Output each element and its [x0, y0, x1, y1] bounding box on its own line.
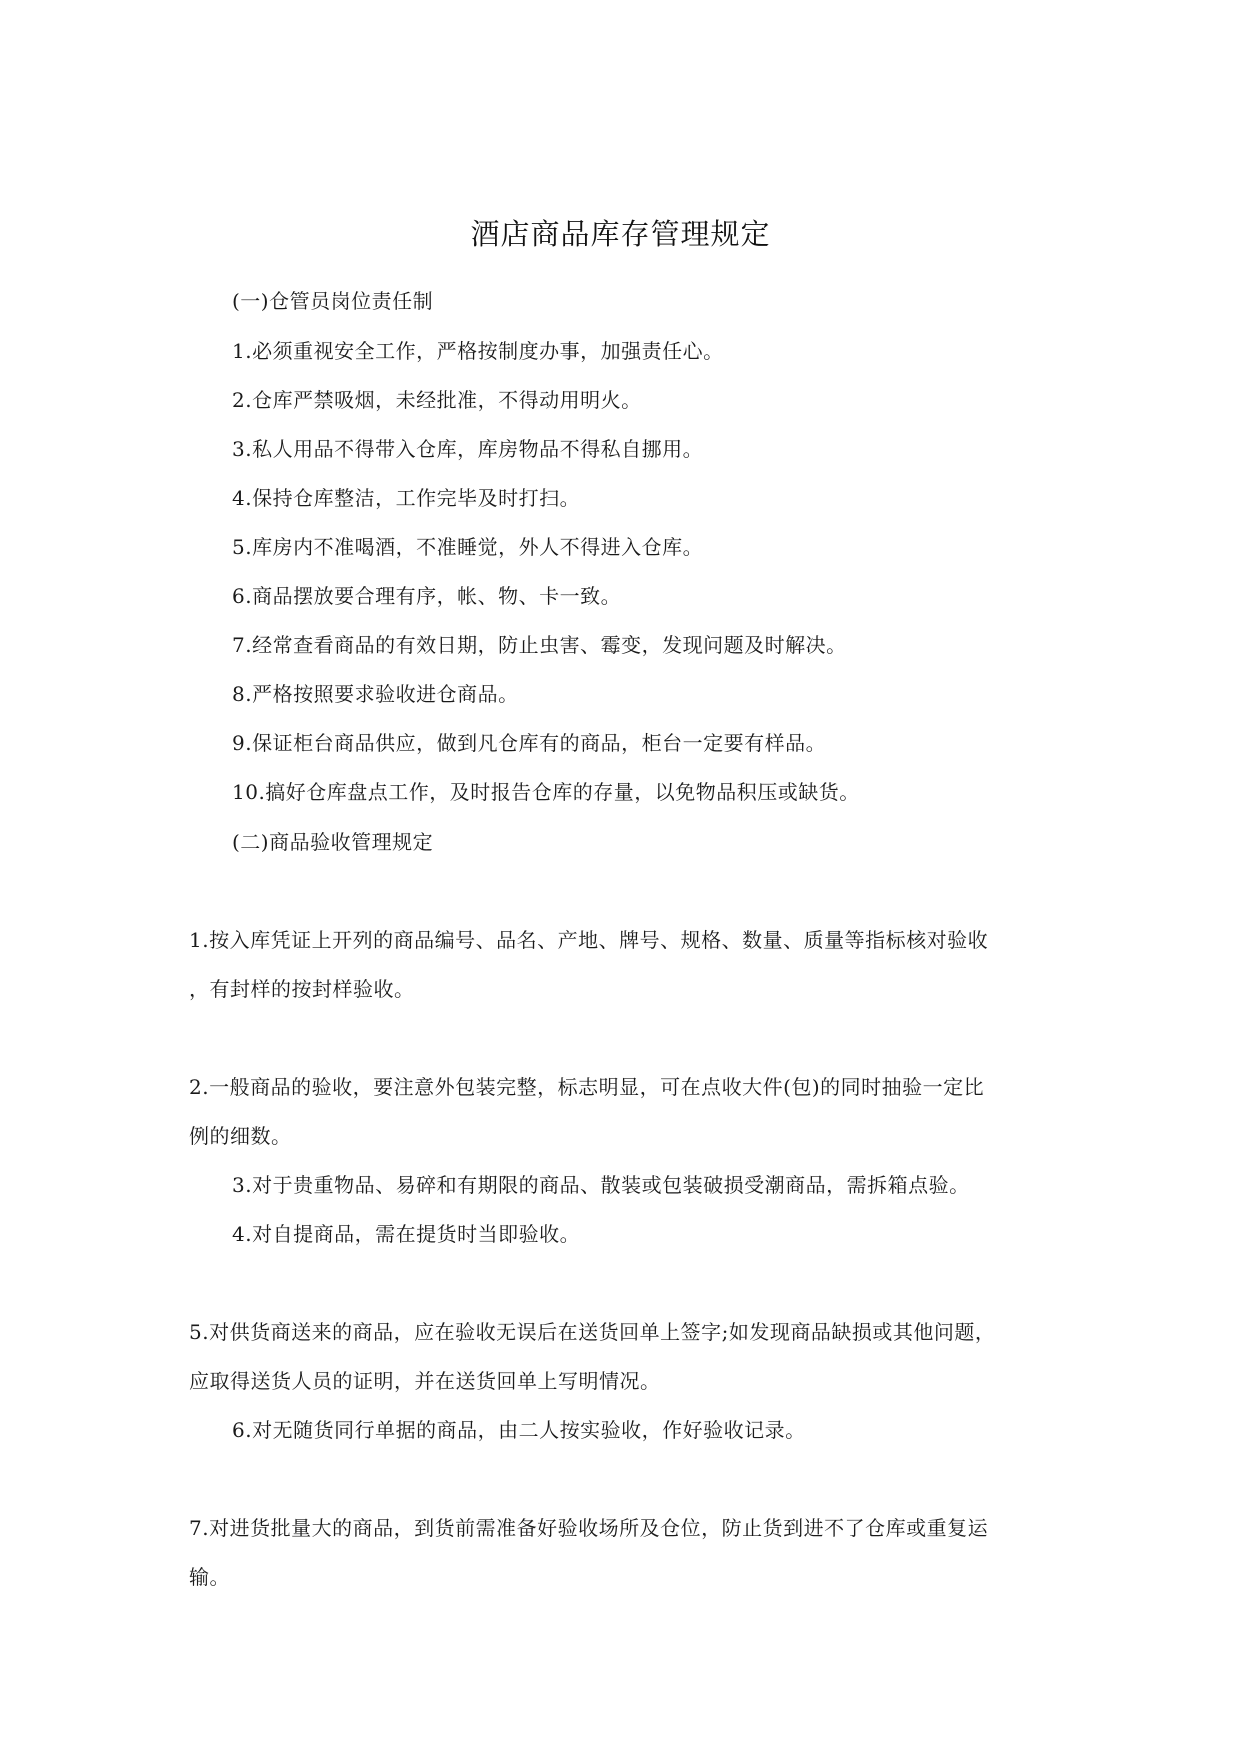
- section2-heading: (二)商品验收管理规定: [232, 830, 434, 854]
- section2-item-1-line-2: ，有封样的按封样验收。: [189, 977, 415, 1001]
- section2-item-2-line-1: 2.一般商品的验收，要注意外包装完整，标志明显，可在点收大件(包)的同时抽验一定比: [189, 1075, 985, 1099]
- section1-item-4: 4.保持仓库整洁，工作完毕及时打扫。: [232, 486, 581, 510]
- section1-heading: (一)仓管员岗位责任制: [232, 289, 434, 313]
- section2-item-3: 3.对于贵重物品、易碎和有期限的商品、散装或包装破损受潮商品，需拆箱点验。: [232, 1173, 970, 1197]
- section1-item-2: 2.仓库严禁吸烟，未经批准，不得动用明火。: [232, 388, 642, 412]
- section2-item-6: 6.对无随货同行单据的商品，由二人按实验收，作好验收记录。: [232, 1418, 806, 1442]
- section1-item-10: 10.搞好仓库盘点工作，及时报告仓库的存量，以免物品积压或缺货。: [232, 780, 860, 804]
- section1-item-7: 7.经常查看商品的有效日期，防止虫害、霉变，发现问题及时解决。: [232, 633, 847, 657]
- section2-item-2-line-2: 例的细数。: [189, 1124, 292, 1148]
- section2-item-5-line-2: 应取得送货人员的证明，并在送货回单上写明情况。: [189, 1369, 661, 1393]
- section1-item-5: 5.库房内不准喝酒，不准睡觉，外人不得进入仓库。: [232, 535, 704, 559]
- section2-item-4: 4.对自提商品，需在提货时当即验收。: [232, 1222, 581, 1246]
- section1-item-8: 8.严格按照要求验收进仓商品。: [232, 682, 519, 706]
- section1-item-9: 9.保证柜台商品供应，做到凡仓库有的商品，柜台一定要有样品。: [232, 731, 827, 755]
- section1-item-1: 1.必须重视安全工作，严格按制度办事，加强责任心。: [232, 339, 724, 363]
- section2-item-1-line-1: 1.按入库凭证上开列的商品编号、品名、产地、牌号、规格、数量、质量等指标核对验收: [189, 928, 989, 952]
- section2-item-7-line-2: 输。: [189, 1565, 230, 1589]
- document-title: 酒店商品库存管理规定: [470, 217, 771, 251]
- section1-item-3: 3.私人用品不得带入仓库，库房物品不得私自挪用。: [232, 437, 704, 461]
- section2-item-5-line-1: 5.对供货商送来的商品，应在验收无误后在送货回单上签字;如发现商品缺损或其他问题，: [189, 1320, 996, 1344]
- section1-item-6: 6.商品摆放要合理有序，帐、物、卡一致。: [232, 584, 622, 608]
- section2-item-7-line-1: 7.对进货批量大的商品，到货前需准备好验收场所及仓位，防止货到进不了仓库或重复运: [189, 1516, 989, 1540]
